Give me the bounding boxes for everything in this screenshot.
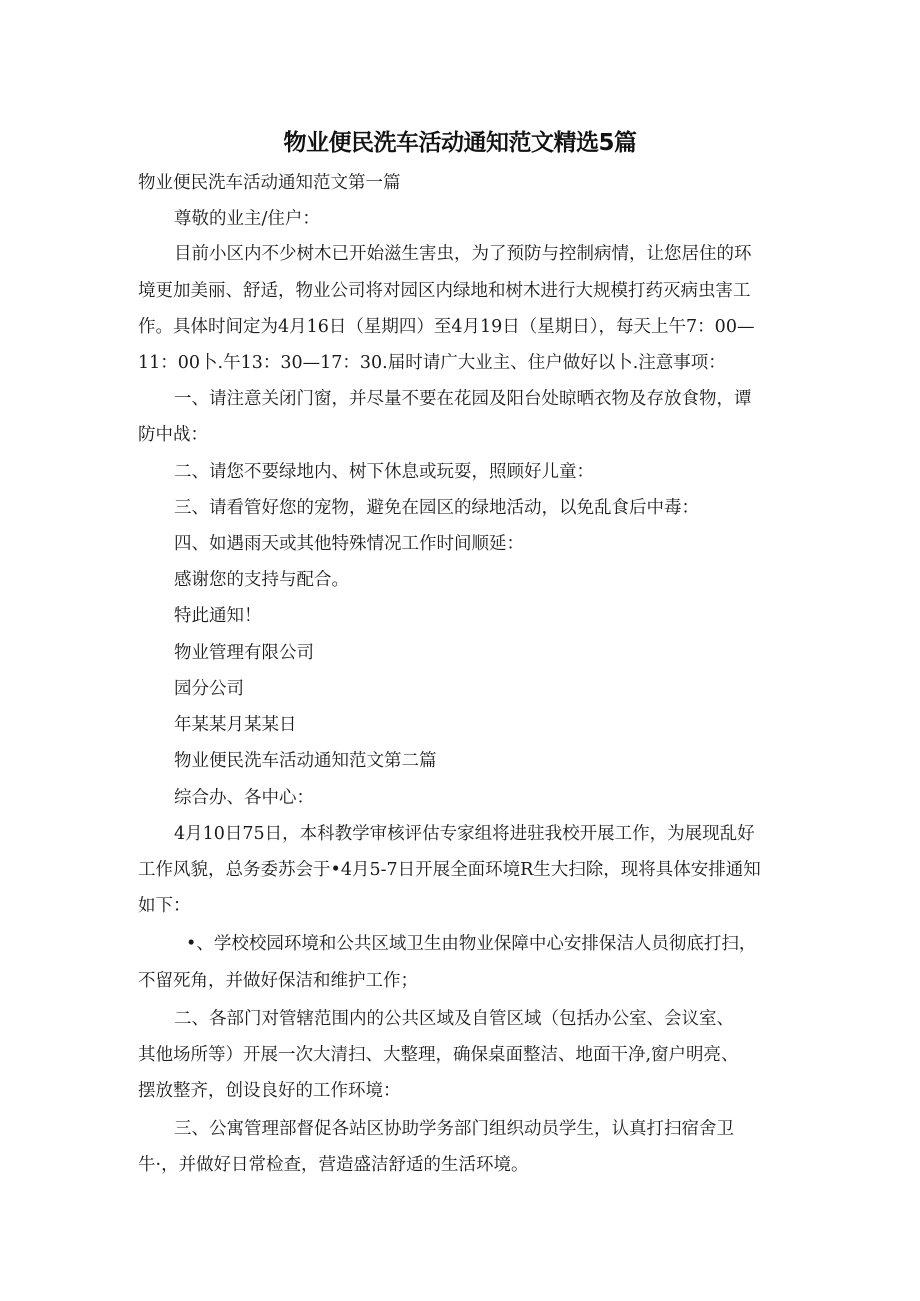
paragraph-line: 如下：	[138, 896, 191, 916]
closing-line: 感谢您的支持与配合。	[174, 570, 349, 590]
list-item-line: 防中战：	[138, 425, 208, 445]
paragraph-line: 4月10日75日，本科教学审核评估专家组将进驻我校开展工作，为展现乱好	[174, 824, 755, 844]
list-item-line: 三、请看管好您的宠物，避免在园区的绿地活动，以免乱食后中毒：	[174, 498, 699, 518]
signature-date: 年某某月某某日	[174, 715, 297, 735]
paragraph-line: 境更加美丽、舒适，物业公司将对园区内绿地和树木进行大规模打药灭病虫害工	[138, 281, 751, 301]
paragraph-line: 作。具体时间定为4月16日（星期四）至4月19日（星期日），每天上午7：00—	[138, 317, 755, 337]
salutation: 尊敬的业主/住户：	[174, 209, 320, 229]
list-item-line: 三、公寓管理部督促各站区协助学务部门组织动员学生，认真打扫宿舍卫	[174, 1119, 734, 1139]
paragraph-line: 工作风貌，总务委苏会于•4月5-7日开展全面环境R生大扫除，现将具体安排通知	[138, 860, 761, 880]
list-item-line: 二、各部门对管辖范围内的公共区域及自管区域（包括办公室、会议室、	[174, 1009, 734, 1029]
list-item-line: 其他场所等）开展一次大清扫、大整理，确保桌面整洁、地面干净,窗户明亮、	[138, 1045, 739, 1065]
paragraph-line: 目前小区内不少树木已开始滋生害虫，为了预防与控制病情，让您居住的环	[174, 244, 752, 264]
section-heading-2: 物业便民洗车活动通知范文第二篇	[174, 751, 437, 771]
salutation: 综合办、各中心：	[174, 788, 314, 808]
document-title: 物业便民洗车活动通知范文精选5篇	[283, 130, 637, 156]
list-item-line: 不留死角，并做好保洁和维护工作；	[138, 971, 418, 991]
list-item-line: •、学校校园环境和公共区域卫生由物业保障中心安排保洁人员彻底打扫，	[186, 934, 757, 954]
list-item-line: 摆放整齐，创设良好的工作环境：	[138, 1081, 401, 1101]
closing-line: 特此通知！	[174, 606, 262, 626]
list-item-line: 牛·，并做好日常检查，营造盛洁舒适的生活环境。	[138, 1155, 529, 1175]
list-item-line: 一、请注意关闭门窗，并尽量不要在花园及阳台处晾晒衣物及存放食物，谭	[174, 389, 752, 409]
paragraph-line: 11：00卜.午13：30—17：30.届时请广大业主、住户做好以卜.注意事项：	[138, 353, 726, 373]
list-item-line: 二、请您不要绿地内、树下休息或玩耍，照顾好儿童：	[174, 462, 594, 482]
signature-company: 物业管理有限公司	[174, 643, 314, 663]
section-heading-1: 物业便民洗车活动通知范文第一篇	[138, 173, 401, 193]
signature-branch: 园分公司	[174, 679, 244, 699]
list-item-line: 四、如遇雨天或其他特殊情况工作时间顺延：	[174, 534, 524, 554]
